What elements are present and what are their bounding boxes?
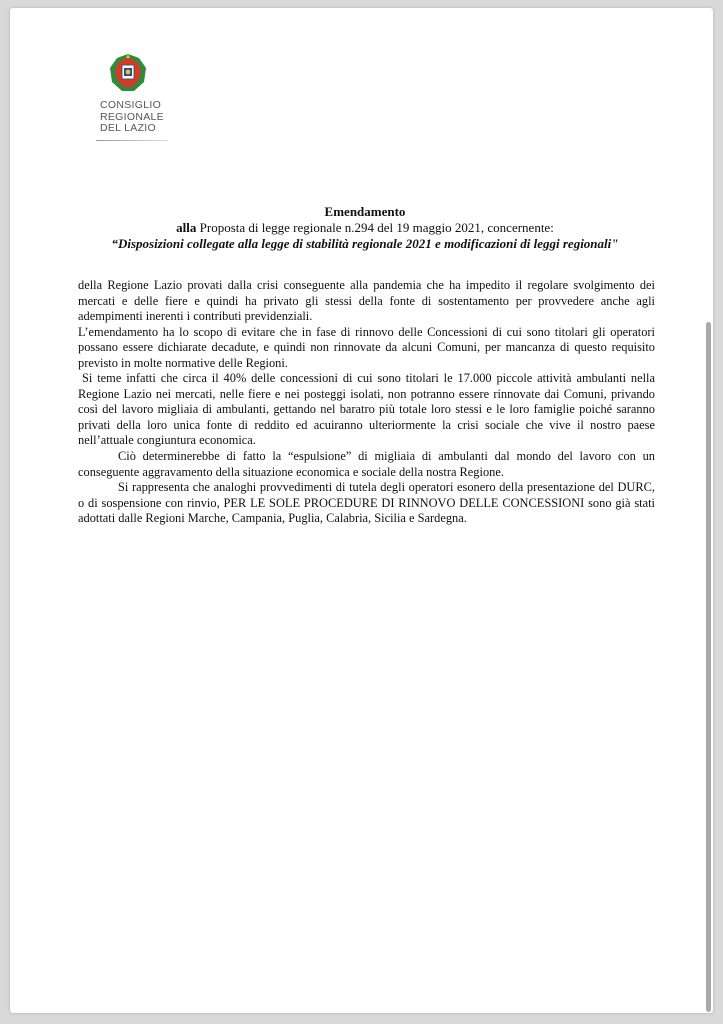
document-body xyxy=(78,278,655,527)
paragraph-2: L’emendamento ha lo scopo di evitare che in fase di rinnovo delle Concessioni di cui sono titolari gli operatori possano essere dichiarate decadute, e quindi non rinnovate da alcuni Comuni, per mancanza di questo requisito previsto in molte normative delle Regioni. xyxy=(78,324,655,370)
paragraph-1: della Regione Lazio provati dalla crisi conseguente alla pandemia che ha impedito il regolare svolgimento dei mercati e delle fiere e quindi ha privato gli stessi della fonte di sostentamento per provvedere anche agli adempimenti inerenti i contributi previdenziali. xyxy=(78,278,655,324)
scrollbar[interactable] xyxy=(706,322,711,1012)
logo-text xyxy=(100,100,164,135)
lazio-emblem-icon xyxy=(108,52,148,94)
subtitle-bold: alla xyxy=(176,220,197,235)
paragraph-5: Si rappresenta che analoghi provvedimenti di tutela degli operatori esonero della presentazione del DURC, o di sospensione con rinvio, PER LE SOLE PROCEDURE DI RINNOVO DELLE CONCESSIONI sono già stati adottati dalle Regioni Marche, Campania, Puglia, Calabria, Sicilia e Sardegna. xyxy=(78,480,655,526)
document-topic: “Disposizioni collegate alla legge di stabilità regionale 2021 e modificazioni di leggi regionali" xyxy=(111,236,619,251)
document-title: Emendamento xyxy=(324,204,406,219)
document-subtitle xyxy=(40,220,690,236)
logo-line-2: REGIONALE xyxy=(100,110,164,123)
logo-divider xyxy=(96,140,168,141)
consiglio-regionale-logo xyxy=(96,52,176,144)
logo-line-1: CONSIGLIO xyxy=(100,99,162,111)
subtitle-rest: Proposta di legge regionale n.294 del 19 maggio 2021, concernente: xyxy=(196,220,554,235)
paragraph-3: Si teme infatti che circa il 40% delle concessioni di cui sono titolari le 17.000 piccole attività ambulanti nella Regione Lazio nei mercati, nelle fiere e nei posteggi isolati, non potranno essere rinnovate dai Comuni, privando così del lavoro migliaia di ambulanti, gettando nel baratro più totale loro stessi e le loro famiglie poiché saranno privati della loro unica fonte di reddito ed acuiranno ulteriormente la crisi sociale che vive il nostro paese nell’attuale congiuntura economica. xyxy=(78,371,655,448)
paragraph-4: Ciò determinerebbe di fatto la “espulsione” di migliaia di ambulanti dal mondo del lavoro con un conseguente aggravamento della situazione economica e sociale della nostra Regione. xyxy=(78,449,655,479)
logo-line-3: DEL LAZIO xyxy=(100,122,156,134)
